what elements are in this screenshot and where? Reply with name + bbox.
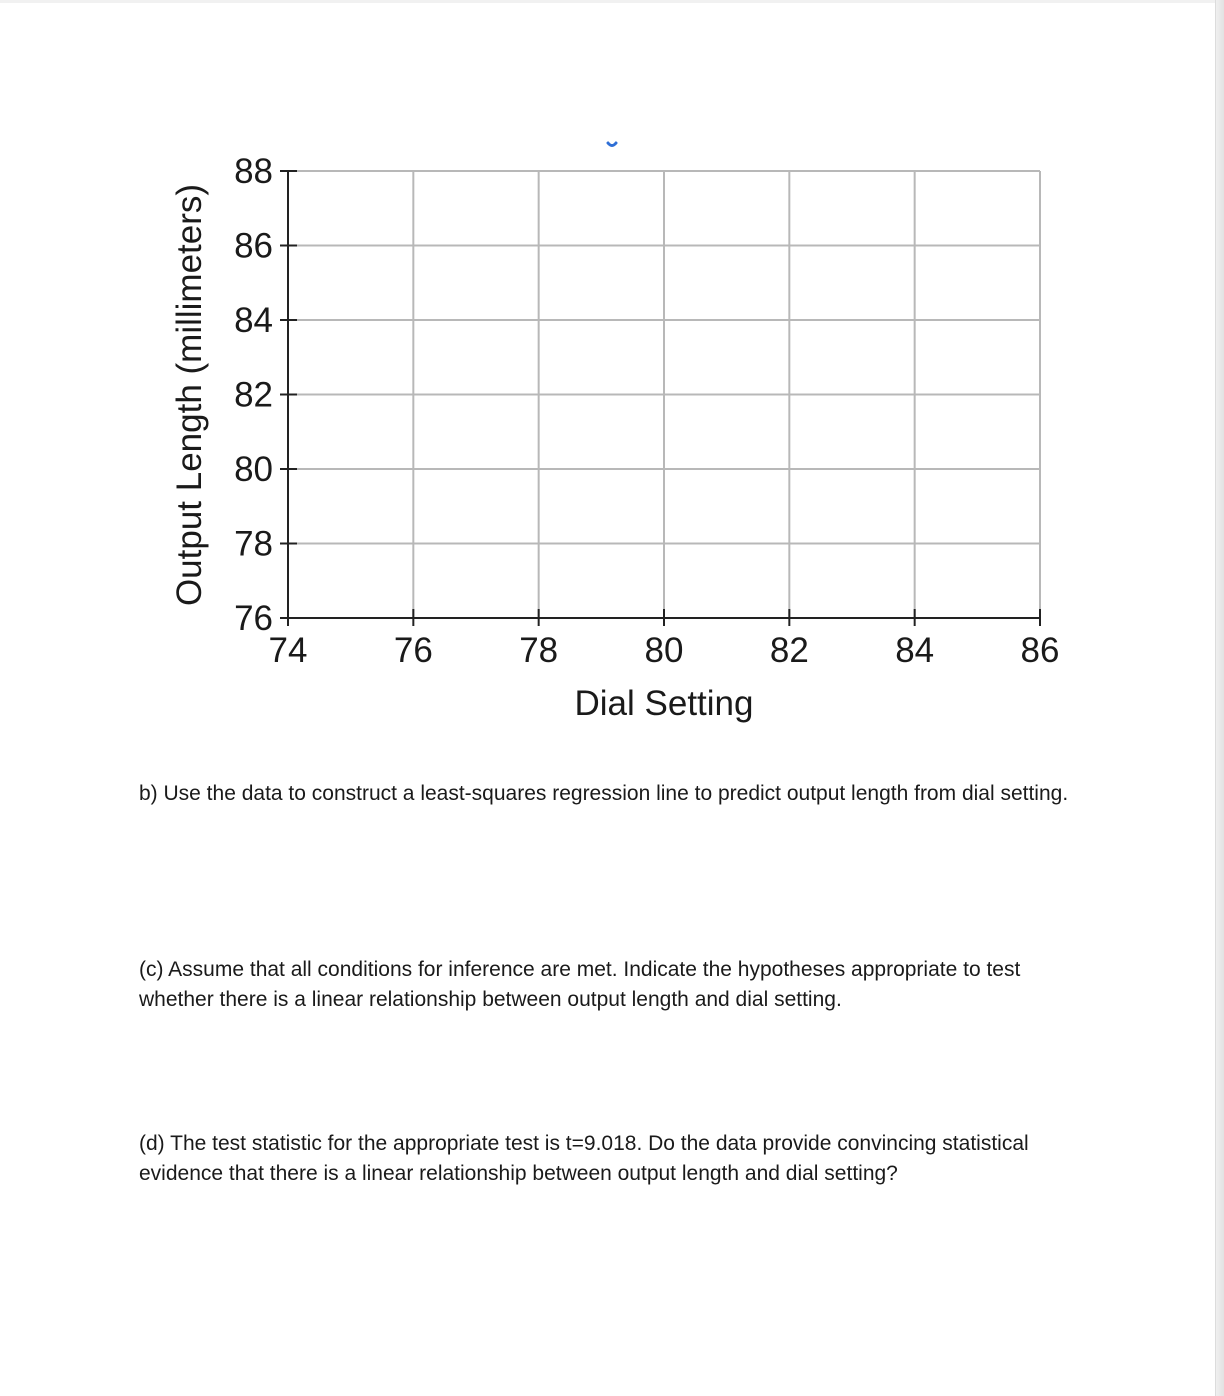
grid-lines xyxy=(288,171,1040,618)
question-b: b) Use the data to construct a least-squares regression line to predict output length from dial setting. xyxy=(139,782,1069,805)
x-tick-label-74: 74 xyxy=(268,631,308,670)
x-tick-label-76: 76 xyxy=(393,631,433,670)
y-tick-label-88: 88 xyxy=(234,152,273,191)
y-tick-label-80: 80 xyxy=(234,450,273,489)
y-axis-title: Output Length (millimeters) xyxy=(170,183,209,607)
y-tick-label-78: 78 xyxy=(234,524,273,564)
y-tick-label-82: 82 xyxy=(234,375,273,415)
cursor-mark-icon xyxy=(606,141,618,149)
x-tick-label-86: 86 xyxy=(1020,631,1060,670)
x-tick-label-84: 84 xyxy=(895,631,935,670)
y-tick-label-86: 86 xyxy=(234,226,273,266)
y-tick-labels xyxy=(234,152,273,638)
x-tick-label-82: 82 xyxy=(769,631,809,670)
x-tick-labels xyxy=(269,631,1060,670)
question-d: (d) The test statistic for the appropriate test is t=9.018. Do the data provide convincing statistical evidence that there is a linear relationship between output length and dial setting? xyxy=(139,1132,1029,1185)
y-tick-label-76: 76 xyxy=(234,599,273,638)
x-tick-label-78: 78 xyxy=(519,631,559,670)
y-tick-label-84: 84 xyxy=(234,301,273,340)
question-c: (c) Assume that all conditions for inference are met. Indicate the hypotheses appropriate to test whether there is a linear relationship between output length and dial setting. xyxy=(139,958,1021,1011)
axes xyxy=(280,171,1040,626)
x-axis-title: Dial Setting xyxy=(574,684,754,723)
x-tick-label-80: 80 xyxy=(644,631,684,670)
